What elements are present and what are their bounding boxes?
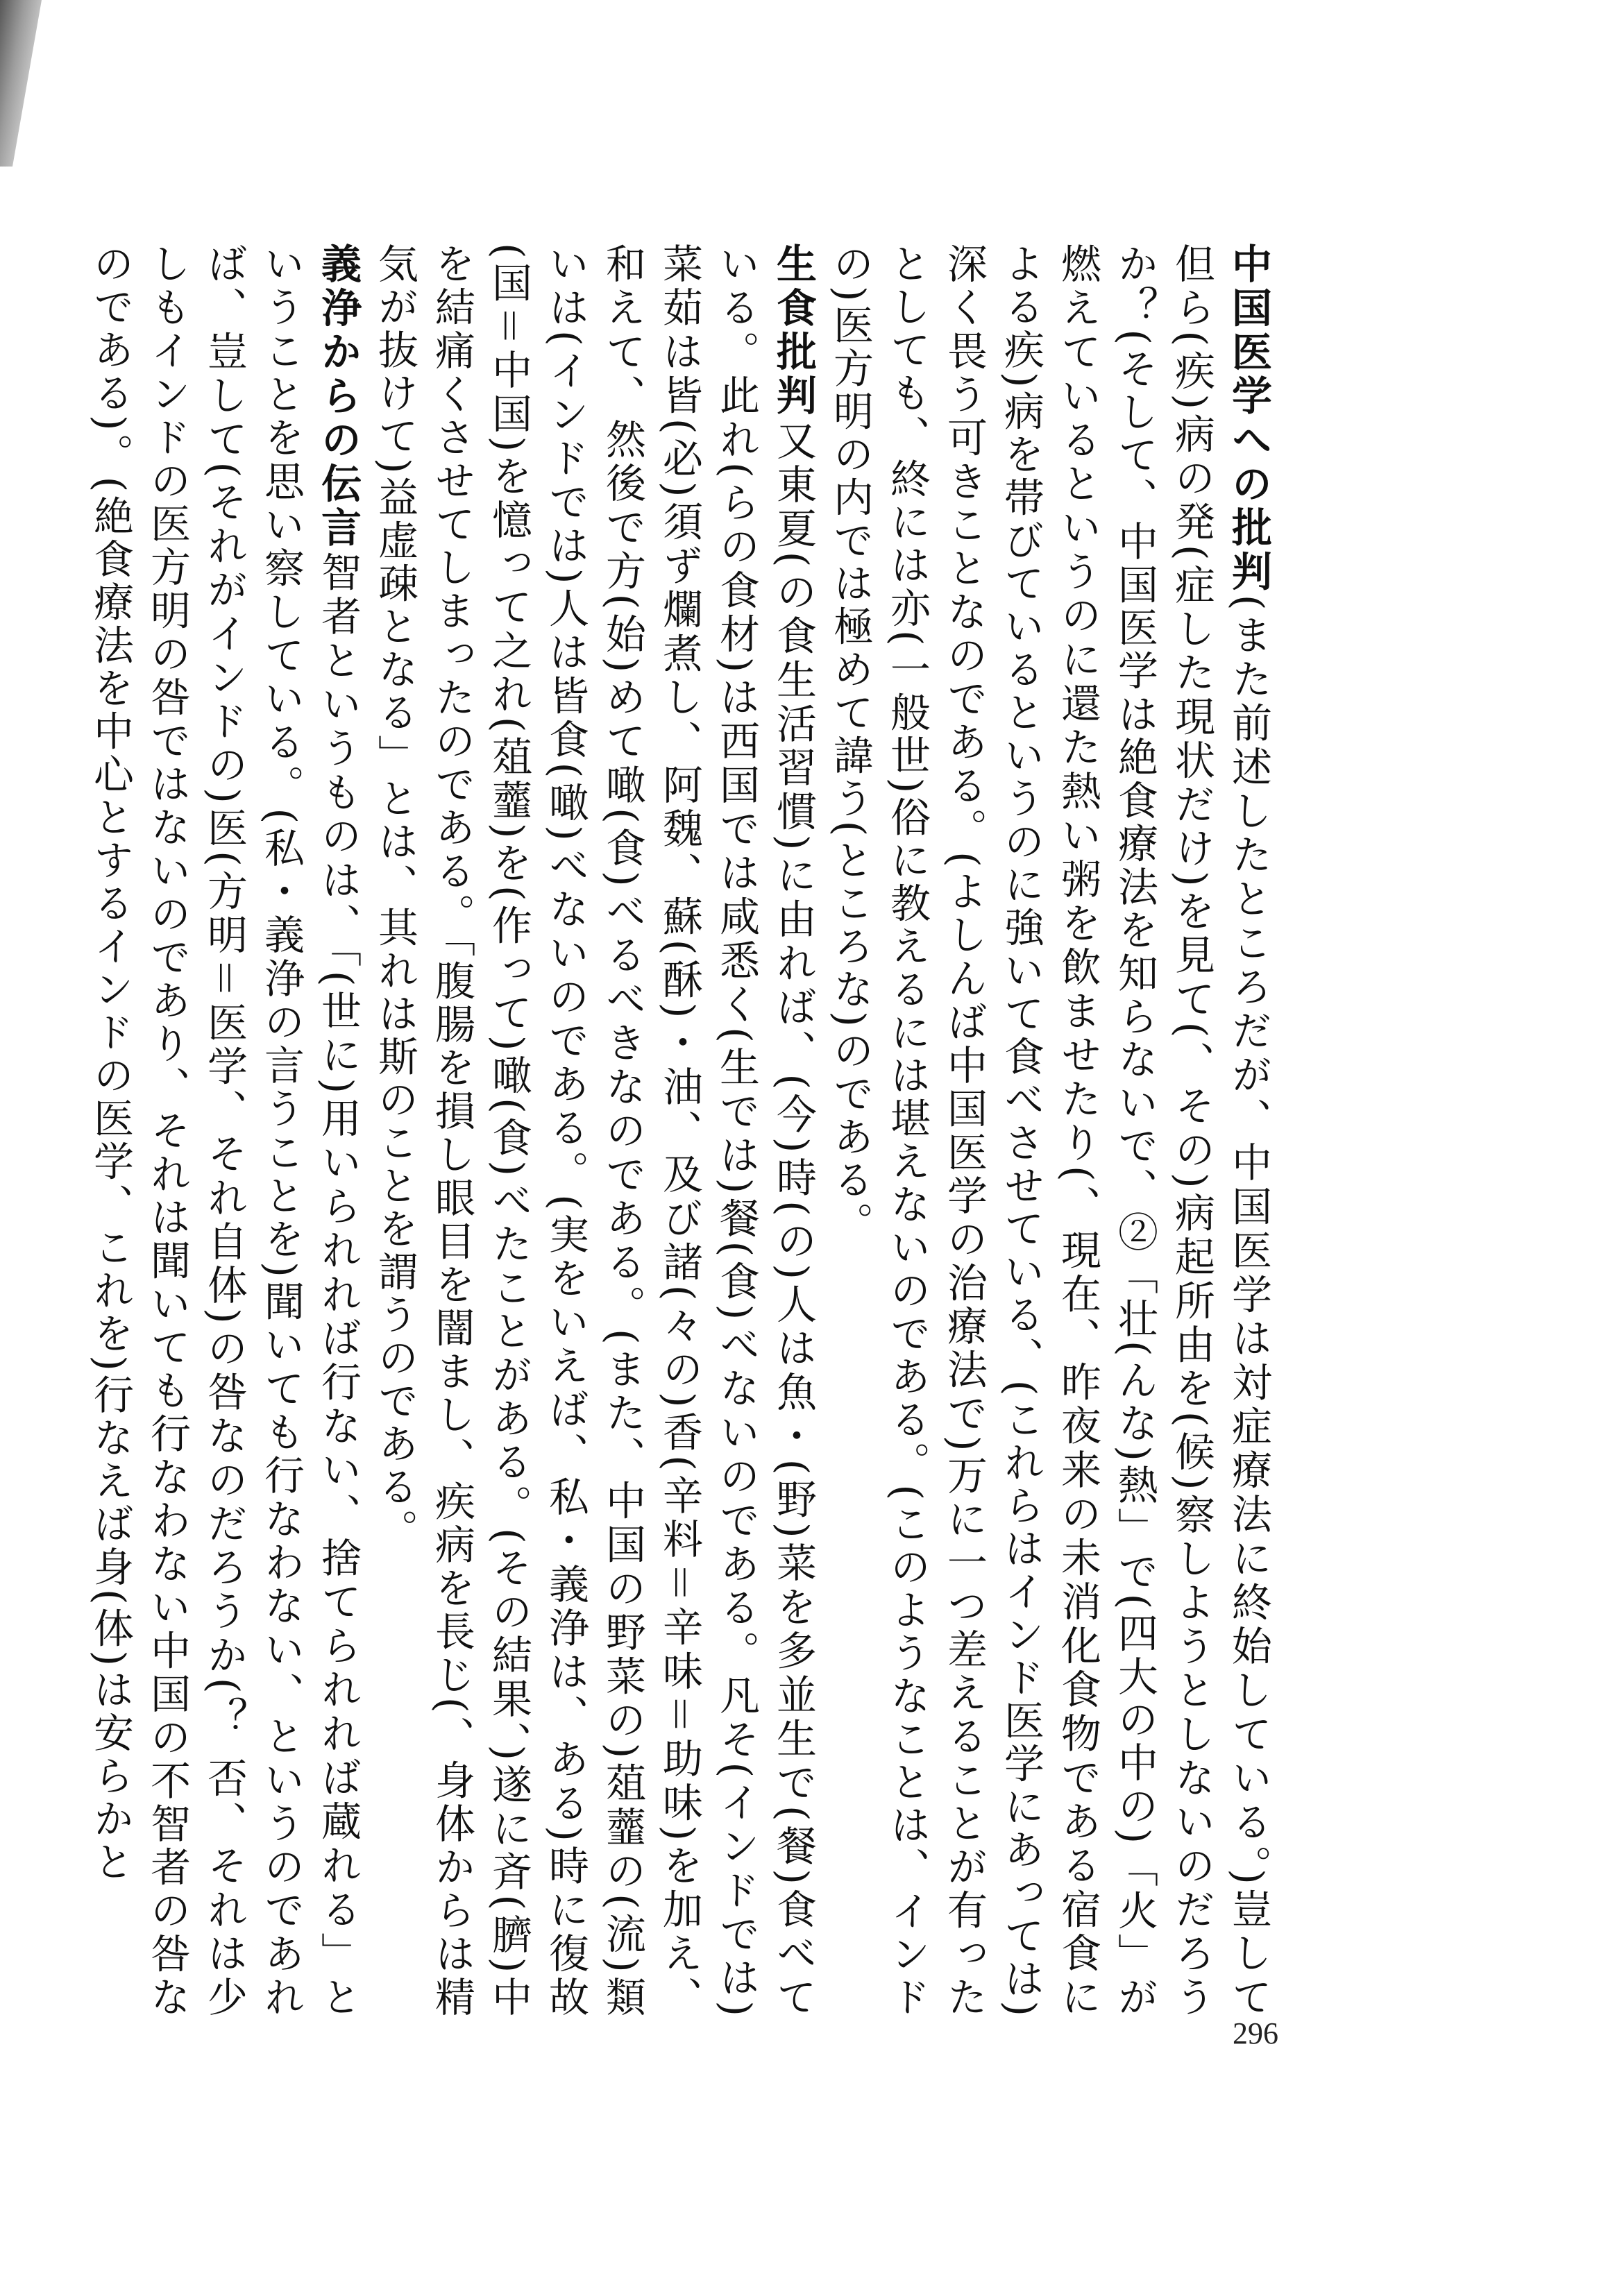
page-number: 296 (1233, 2016, 1278, 2050)
section-heading: 義浄からの伝言 (314, 243, 362, 551)
section-heading: 中国医学への批判 (1225, 243, 1272, 595)
paragraph-raw-food-critique (366, 243, 822, 2019)
scan-shadow (0, 0, 42, 167)
paragraph-yijing-message (82, 243, 366, 2019)
paragraph-chinese-medicine-critique (822, 243, 1277, 2019)
paragraph-text: 智者というものは、「(世に)用いられれば行ない、捨てられれば蔵れる」ということを思い察している。(私・義浄の言うことを)聞いても行なわない、というのであれば、豈して(それがインドの)医(方明＝医学、それ自体)の咎なのだろうか(？ 否、それは少しもインドの医方明の咎ではないのであり、それは聞いても行なわない中国の不智者の咎なのである)。(絶食療法を中心とするインドの医学、これを)行なえば身(体)は安らかと (87, 243, 362, 2019)
paragraph-text: (また前述したところだが、中国医学は対症療法に終始している。)豈して但ら(疾)病の発(症した現状だけ)を見て(、その)病起所由を(候)察しようとしないのだろうか？(そして、中国医学は絶食療法を知らないで、②「壮(んな)熱」で(四大の中の)「火」が燃えているというのに還た熱い粥を飲ませたり(、現在、昨夜来の未消化食物である宿食による疾)病を帯びているというのに強いて食べさせている、(これらはインド医学にあっては)深く畏う可きことなのである。(よしんば中国医学の治療法で)万に一つ差えることが有ったとしても、終には亦(一般世)俗に教えるには堪えないのである。(このようなことは、インドの)医方明の内では極めて諱う(ところな)のである。 (827, 243, 1272, 2019)
paragraph-text: 又東夏(の食生活習慣)に由れば、(今)時(の)人は魚・(野)菜を多並生で(餐)食べている。此れ(らの食材)は西国では咸悉く(生では)餐(食)べないのである。凡そ(インドでは)菜茹は皆(必)須ず爛煮し、阿魏、蘇(酥)・油、及び諸(々の)香(辛料＝辛味＝助味)を加え、和えて、然後で方(始)めて噉(食)べるべきなのである。(また、中国の野菜の)葅虀の(流)類いは(インドでは)人は皆食(噉)べないのである。(実をいえば、私・義浄は、ある)時に復故(国＝中国)を憶って之れ(葅虀)を(作って)噉(食)べたことがある。(その結果、)遂に斉(臍)中を結痛くさせてしまったのである。「腹腸を損し眼目を闇まし、疾病を長じ(、身体からは精気が抜けて)益虚疎となる」とは、其れは斯のことを謂うのである。 (371, 243, 817, 2020)
section-heading: 生食批判 (770, 243, 817, 419)
vertical-text-body (87, 243, 1277, 2020)
